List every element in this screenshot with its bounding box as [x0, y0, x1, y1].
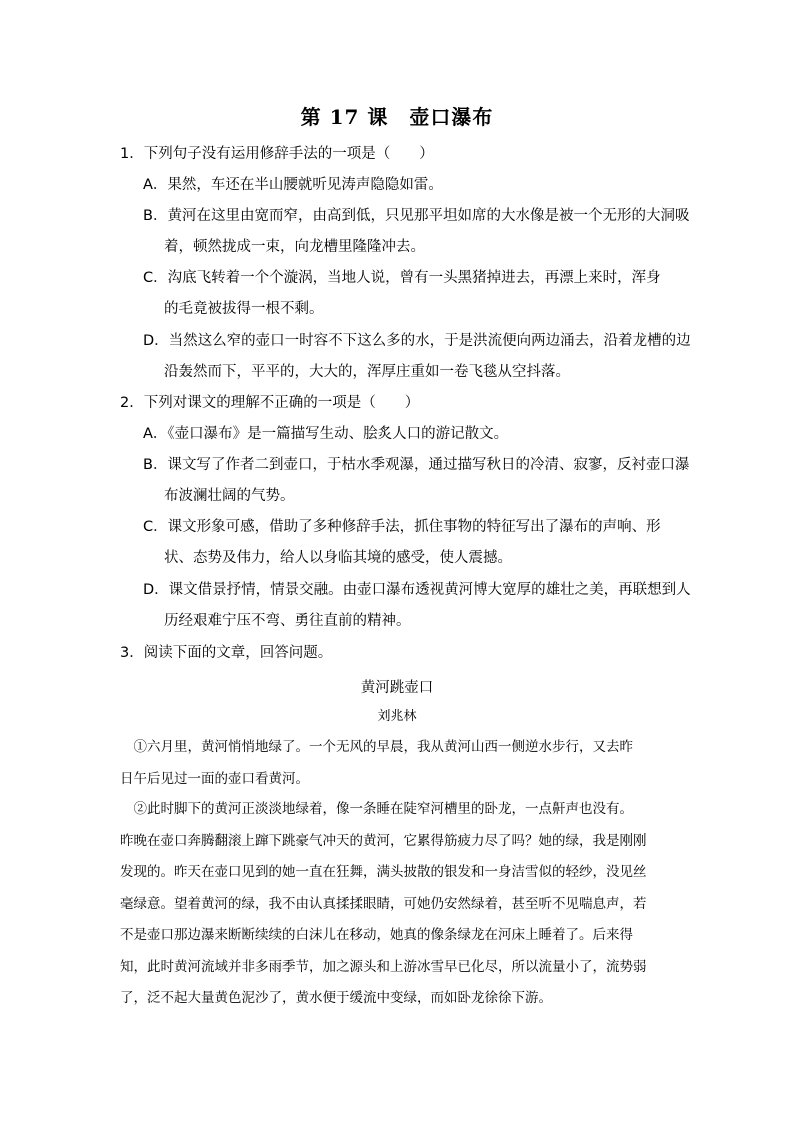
option-line-continued: 着，顿然拢成一束，向龙槽里隆隆冲去。 [164, 239, 425, 255]
option-line: A．果然，车还在半山腰就听见涛声隐隐如雷。 [143, 177, 443, 193]
option-line-continued: 状、态势及伟力，给人以身临其境的感受，使人震撼。 [164, 550, 512, 566]
option-line-continued: 历经艰难宁压不弯、勇往直前的精神。 [164, 613, 411, 629]
question-2-option-c [143, 517, 683, 568]
option-line: A．《壶口瀑布》是一篇描写生动、脍炙人口的游记散文。 [143, 426, 509, 442]
question-2-option-a [143, 424, 683, 444]
option-line-continued: 的毛竟被拔得一根不剩。 [164, 301, 324, 317]
question-2-option-d [143, 580, 691, 631]
paragraph-line: ①六月里，黄河悄悄地绿了。一个无风的早晨，我从黄河山西一侧逆水步行，又去昨 [120, 739, 633, 755]
option-line-continued: 沿轰然而下，平平的，大大的，浑厚庄重如一卷飞毯从空抖落。 [164, 364, 570, 380]
question-1-option-d [143, 331, 691, 382]
option-line-continued: 布波澜壮阔的气势。 [164, 488, 295, 504]
paragraph-line: 毫绿意。望着黄河的绿，我不由认真揉揉眼睛，可她仍安然绿着，甚至听不见喘息声，若 [120, 895, 647, 912]
question-1-option-c [143, 268, 683, 319]
paragraph-line: 不是壶口那边瀑来断断续续的白沫儿在移动，她真的像条绿龙在河床上睡着了。后来得 [120, 927, 633, 943]
option-line: B．黄河在这里由宽而窄，由高到低，只见那平坦如席的大水像是被一个无形的大洞吸 [143, 208, 690, 224]
question-1-option-a [143, 175, 683, 195]
article-author: 刘兆林 [377, 709, 417, 724]
page-title: 第 17 课 壶口瀑布 [300, 105, 494, 129]
paragraph-line: 日午后见过一面的壶口看黄河。 [120, 770, 309, 787]
option-line: D．当然这么窄的壶口一时容不下这么多的水，于是洪流便向两边涌去，沿着龙槽的边 [143, 333, 691, 349]
question-1-stem: 1．下列句子没有运用修辞手法的一项是（ ） [120, 146, 434, 162]
article-title: 黄河跳壶口 [360, 680, 434, 696]
option-line: D．课文借景抒情，情景交融。由壶口瀑布透视黄河博大宽厚的雄壮之美，再联想到人 [143, 582, 691, 598]
paragraph-line: 了，泛不起大量黄色泥沙了，黄水便于缓流中变绿，而如卧龙徐徐下游。 [120, 990, 552, 1006]
question-2-option-b [143, 455, 690, 506]
article-paragraph-1 [120, 737, 680, 800]
question-2-stem: 2．下列对课文的理解不正确的一项是（ ） [120, 395, 420, 411]
article-paragraph-2 [120, 799, 680, 1020]
paragraph-line: 知，此时黄河流域并非多雨季节，加之源头和上游冰雪早已化尽，所以流量小了，流势弱 [120, 958, 647, 975]
paragraph-line: 发现的。昨天在壶口见到的她一直在狂舞，满头披散的银发和一身洁雪似的轻纱，没见丝 [120, 864, 647, 880]
option-line: C．课文形象可感，借助了多种修辞手法，抓住事物的特征写出了瀑布的声响、形 [143, 519, 661, 535]
question-1-option-b [143, 206, 690, 257]
paragraph-line: 昨晚在壶口奔腾翻滚上蹿下跳豪气冲天的黄河，它累得筋疲力尽了吗？她的绿，我是刚刚 [120, 832, 647, 849]
option-line: B．课文写了作者二到壶口，于枯水季观瀑，通过描写秋日的冷清、寂寥，反衬壶口瀑 [143, 457, 690, 473]
question-3-stem: 3．阅读下面的文章，回答问题。 [120, 645, 333, 661]
paragraph-line: ②此时脚下的黄河正淡淡地绿着，像一条睡在陡窄河槽里的卧龙，一点鼾声也没有。 [120, 801, 633, 817]
option-line: C．沟底飞转着一个个漩涡，当地人说，曾有一头黑猪掉进去，再漂上来时，浑身 [143, 270, 661, 286]
